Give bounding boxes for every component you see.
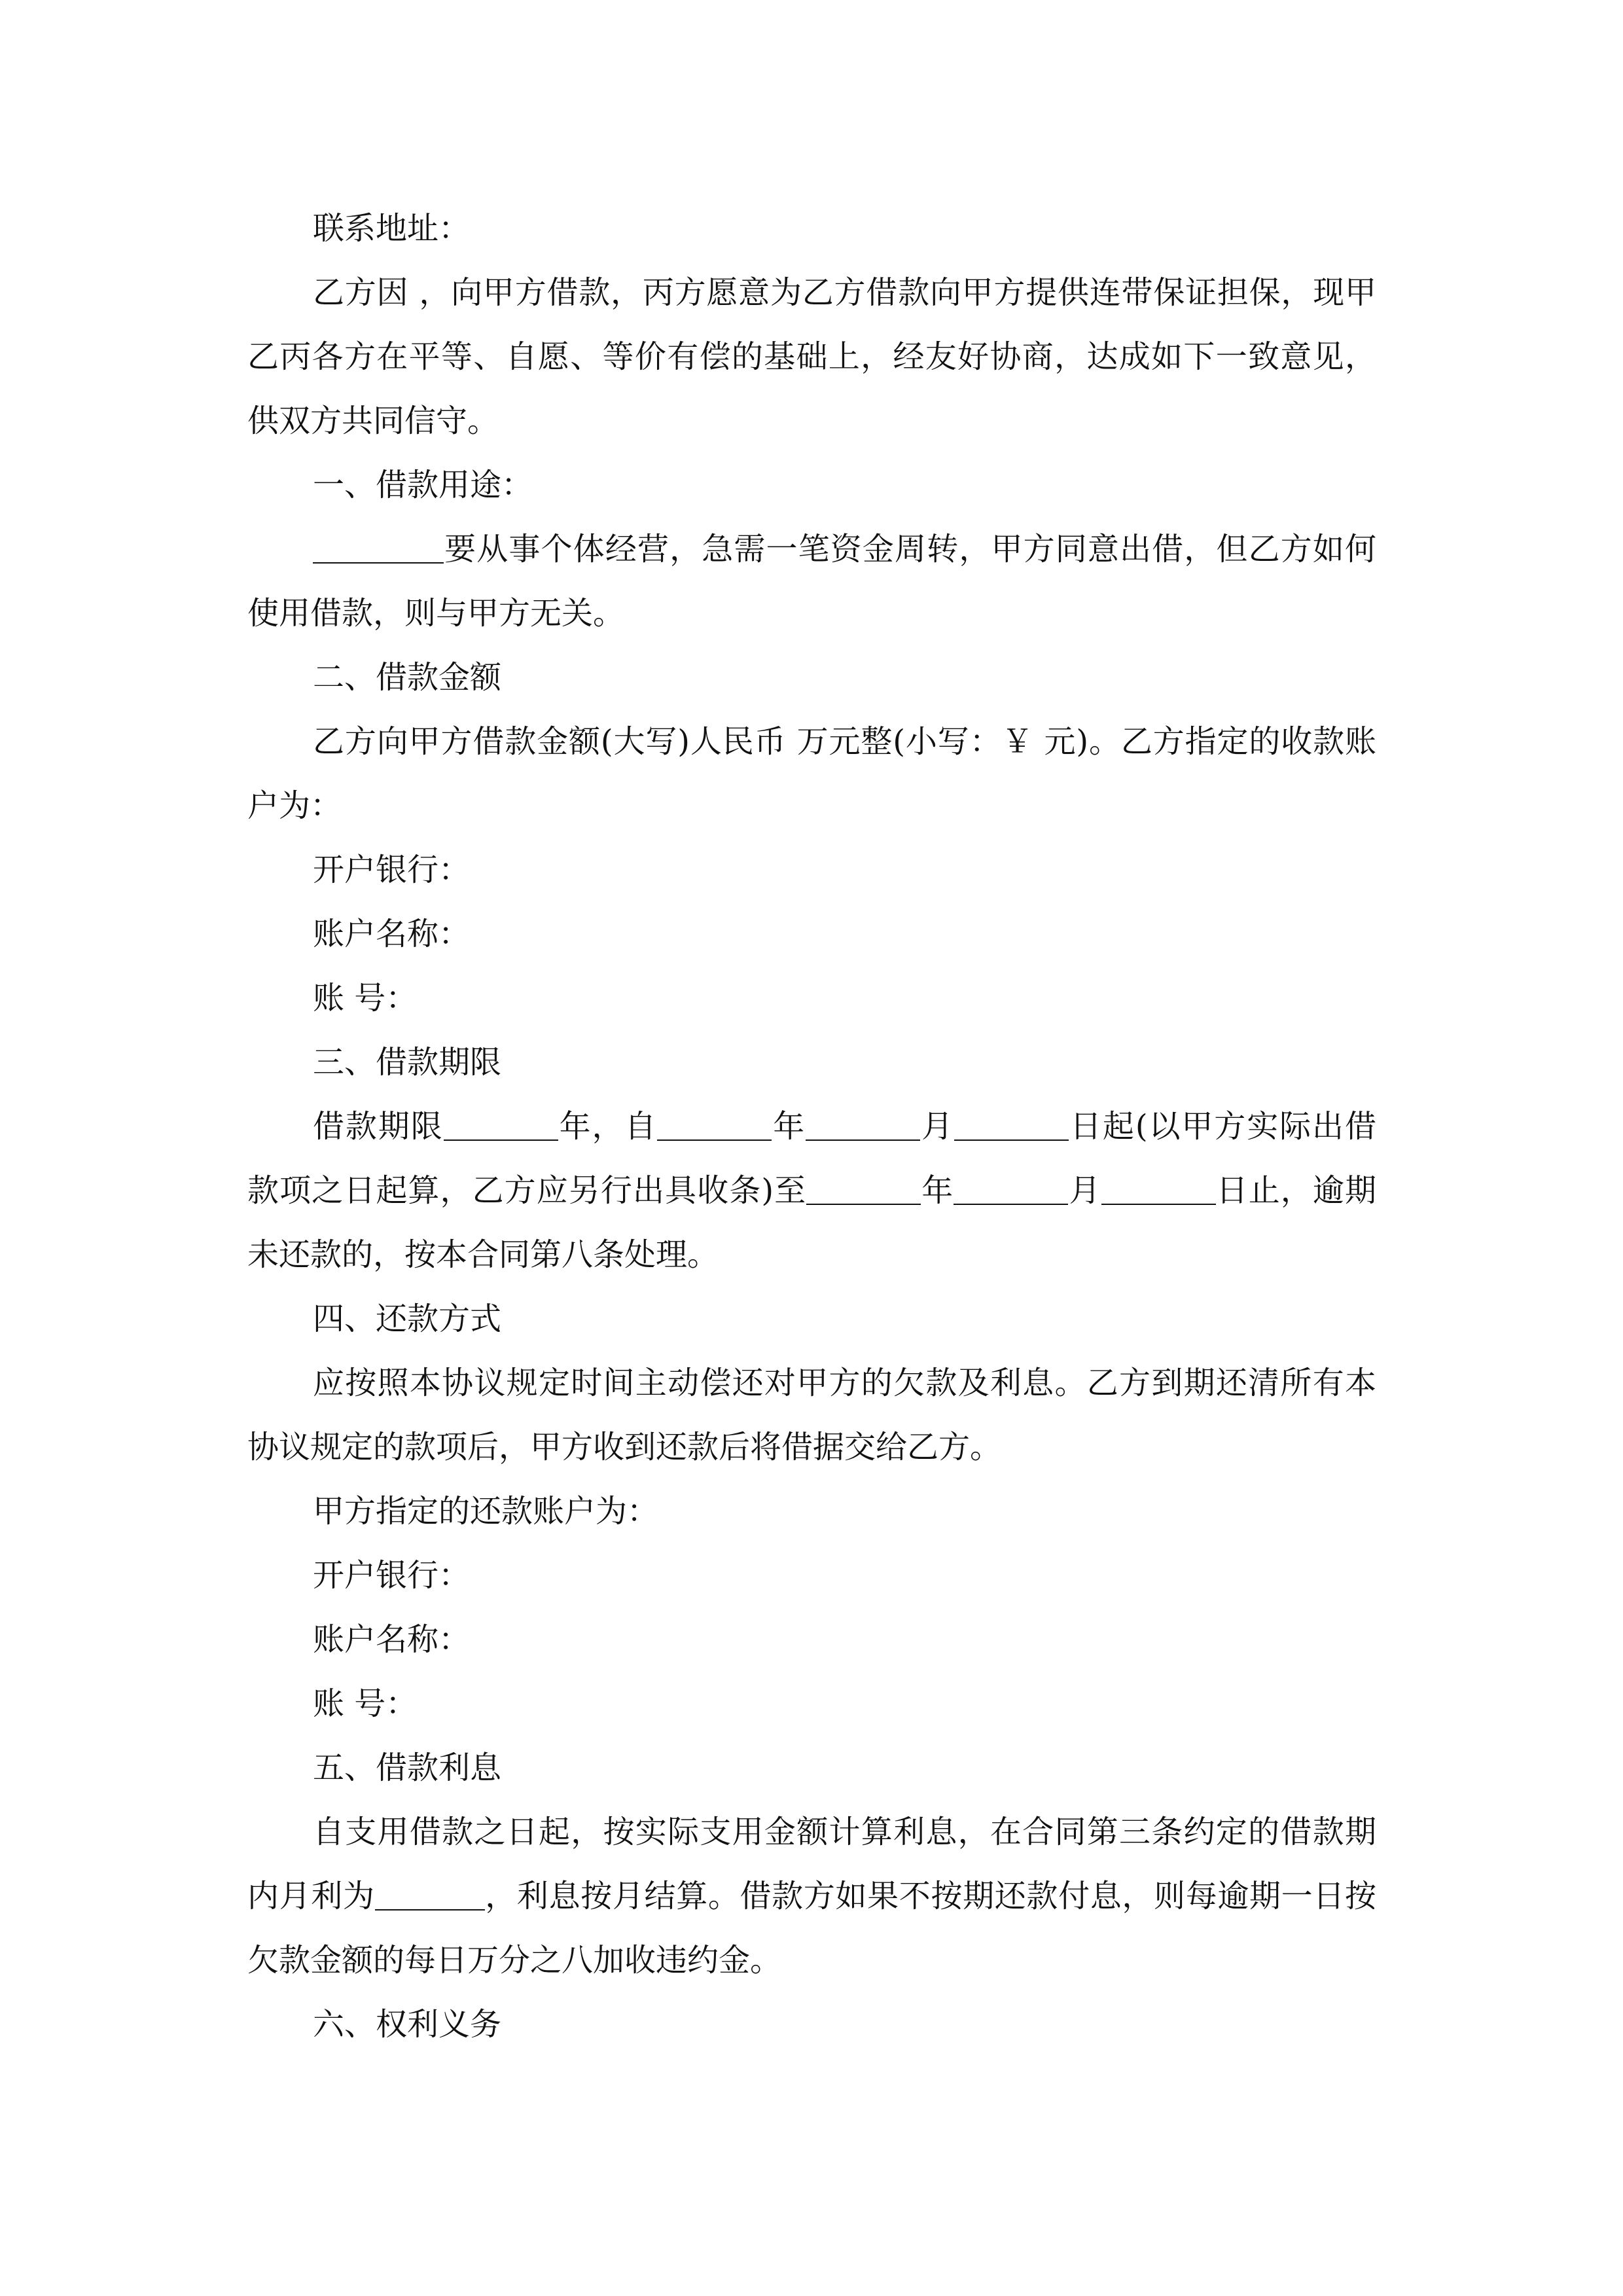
end-month-label: 月 [1068,1172,1101,1209]
start-day-label: 日起(以甲方实际出借款项之日起算，乙方应另行出具收条)至 [247,1108,1376,1209]
end-day-blank [1101,1172,1216,1205]
repay-account-line: 甲方指定的还款账户为： [313,1493,659,1530]
end-year-blank [806,1172,921,1205]
interest-text-1: 自支用借款之日起，按实际支用金额计算利息，在合同第三条约定的借款期内月利为 [247,1814,1376,1914]
section2-body: 乙方向甲方借款金额(大写)人民币 万元整(小写：￥ 元)。乙方指定的收款账户为： [247,723,1376,824]
section3-body [247,1094,1376,1287]
section2-heading: 二、借款金额 [313,659,502,696]
section5-heading: 五、借款利息 [313,1749,502,1786]
section4-account-no-line: 账 号： [313,1685,418,1722]
section4-body: 应按照本协议规定时间主动偿还对甲方的欠款及利息。乙方到期还清所有本协议规定的款项后，甲方收到还款后将借据交给乙方。 [247,1365,1376,1465]
section2-account-no-line: 账 号： [313,980,418,1016]
intro-paragraph: 乙方因 ，向甲方借款，丙方愿意为乙方借款向甲方提供连带保证担保，现甲乙丙各方在平等、自愿、等价有偿的基础上，经友好协商，达成如下一致意见，供双方共同信守。 [247,274,1376,439]
section4-account-name-line: 账户名称： [313,1621,471,1658]
section1-heading: 一、借款用途： [313,467,533,503]
section6-heading: 六、权利义务 [313,2006,502,2043]
monthly-rate-blank [375,1878,485,1910]
section4-heading: 四、还款方式 [313,1300,502,1337]
end-year-label: 年 [921,1172,954,1209]
purpose-blank [313,531,444,564]
term-label: 借款期限 [313,1108,444,1145]
section3-heading: 三、借款期限 [313,1044,502,1081]
start-month-label: 月 [920,1108,955,1145]
section2-bank-line: 开户银行： [313,852,471,888]
section2-account-name-line: 账户名称： [313,916,471,952]
document-body [247,196,1376,2056]
start-year-label: 年 [772,1108,806,1145]
section5-body [247,1800,1376,1992]
section4-bank-line: 开户银行： [313,1557,471,1594]
end-month-blank [954,1172,1068,1205]
contact-address-line: 联系地址： [313,210,471,247]
term-from-label: 年，自 [558,1108,658,1145]
term-years-blank [444,1108,558,1141]
start-day-blank [954,1108,1069,1141]
interest-text-2: ，利息按月结算。借款方如果不按期还款付息，则每逾期一日按欠款金额的每日万分之八加收违约金。 [247,1878,1376,1979]
start-year-blank [657,1108,772,1141]
end-day-label: 日止，逾期未还款的，按本合同第八条处理。 [247,1172,1376,1273]
start-month-blank [806,1108,920,1141]
section1-body-text: 要从事个体经营，急需一笔资金周转，甲方同意出借，但乙方如何使用借款，则与甲方无关。 [247,531,1376,632]
section1-body [247,517,1376,645]
